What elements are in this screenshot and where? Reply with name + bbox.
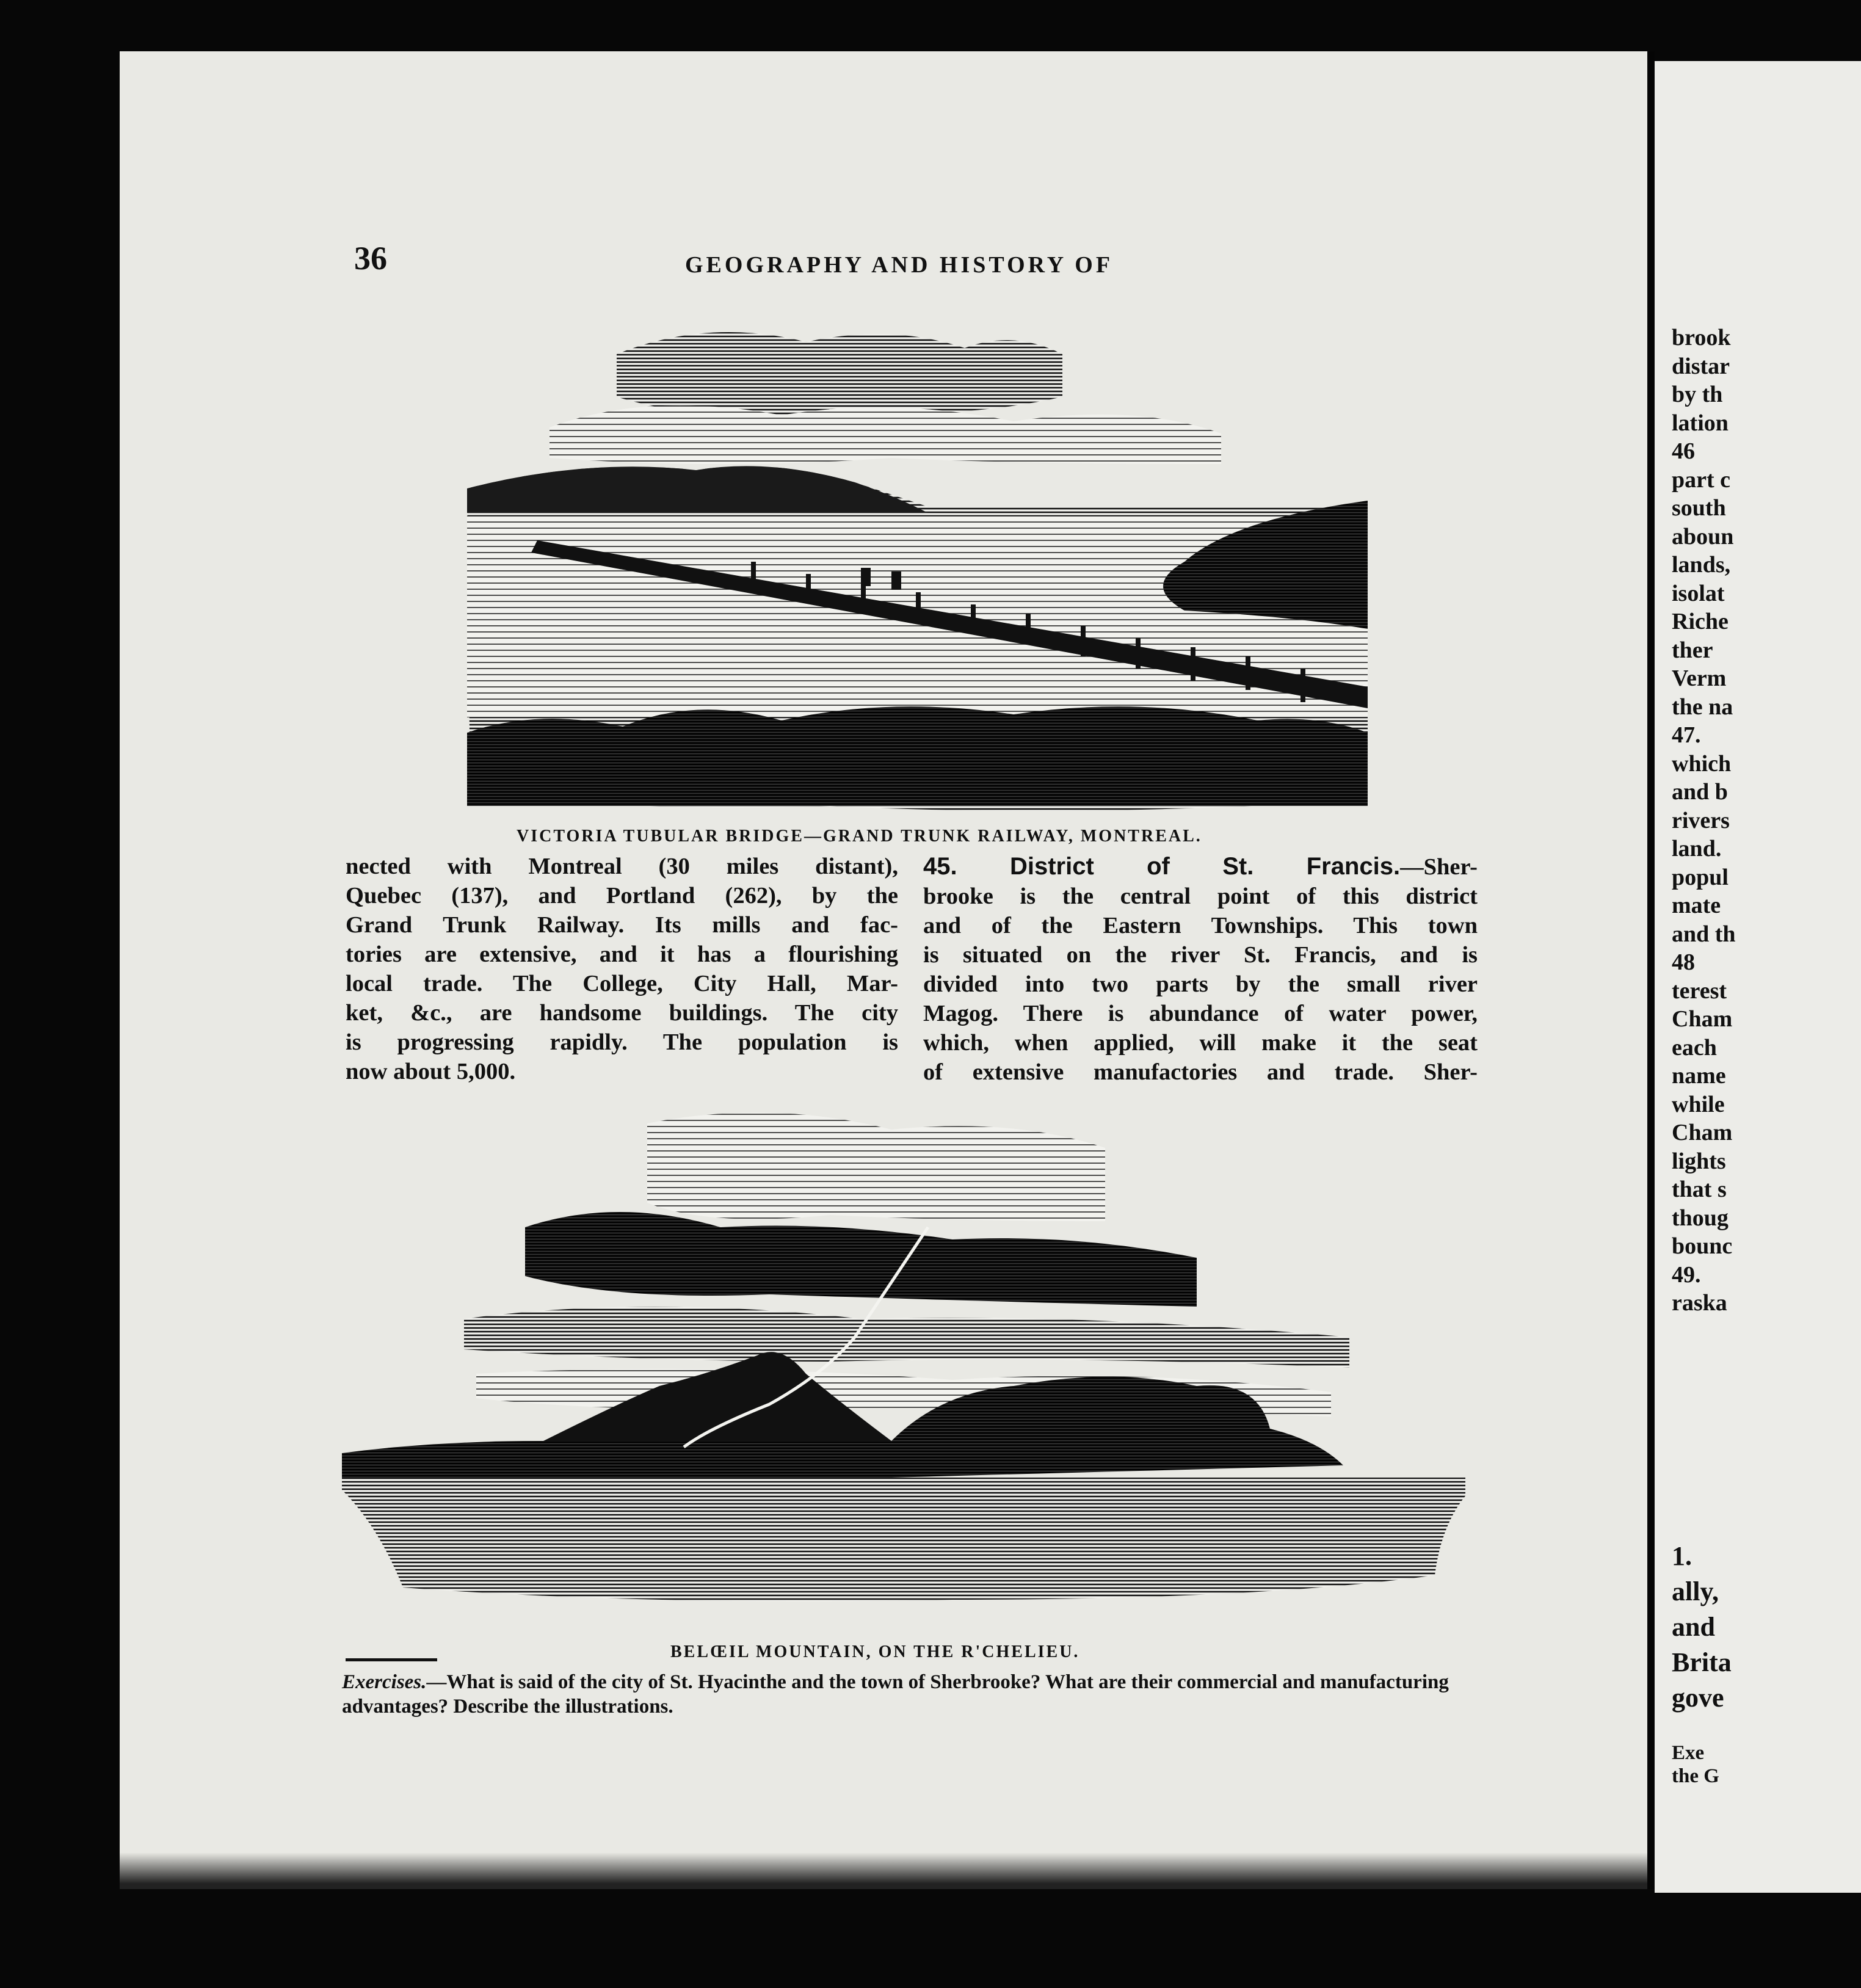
facing-text-line: and <box>1672 1612 1715 1642</box>
text-line: Quebec (137), and Portland (262), by the <box>346 883 898 909</box>
facing-text-line: ally, <box>1672 1576 1719 1606</box>
facing-text-line: 1. <box>1672 1541 1692 1571</box>
facing-text-line: mate <box>1672 893 1721 918</box>
facing-text-line: terest <box>1672 978 1727 1004</box>
text-line: tories are extensive, and it has a flourishing <box>346 941 898 967</box>
text-line: and of the Eastern Townships. This town <box>923 913 1478 938</box>
text-line: divided into two parts by the small river <box>923 971 1478 997</box>
facing-text-line: and b <box>1672 779 1728 805</box>
facing-text-line: Brita <box>1672 1647 1732 1677</box>
facing-text-line: and th <box>1672 921 1736 947</box>
facing-text-line: part c <box>1672 466 1731 493</box>
facing-text-line: Riche <box>1672 609 1729 634</box>
facing-text-line: by th <box>1672 382 1723 407</box>
exercises-note <box>342 1670 1480 1719</box>
facing-text-line: ther <box>1672 637 1713 663</box>
facing-text-line: which <box>1672 750 1732 777</box>
facing-text-line: isolat <box>1672 580 1725 606</box>
section-heading-line: 45. District of St. Francis.—Sher- <box>923 853 1478 880</box>
bridge-illustration <box>464 305 1380 818</box>
right-column-text <box>923 852 1478 1087</box>
facing-text-line: thoug <box>1672 1205 1729 1231</box>
facing-text-line: lights <box>1672 1148 1726 1174</box>
facing-text-line: the na <box>1672 694 1733 720</box>
footnote-rule <box>346 1658 437 1661</box>
text-line: ket, &c., are handsome buildings. The city <box>346 1000 898 1026</box>
facing-text-line: each <box>1672 1034 1717 1061</box>
text-line: brooke is the central point of this district <box>923 883 1478 909</box>
facing-text-line: lands, <box>1672 552 1731 578</box>
bridge-caption: VICTORIA TUBULAR BRIDGE—GRAND TRUNK RAILWAY, MONTREAL. <box>517 827 1202 846</box>
exercises-label: Exercises. <box>342 1671 427 1693</box>
text-line: is progressing rapidly. The population is <box>346 1029 898 1055</box>
facing-text-line: aboun <box>1672 523 1734 550</box>
facing-text-line: Verm <box>1672 666 1727 691</box>
facing-text-line: 47. <box>1672 722 1701 748</box>
exercises-text: —What is said of the city of St. Hyacinthe and the town of Sherbrooke? What are their commercial and manufacturing advantages? Describe the illustrations. <box>342 1671 1449 1718</box>
facing-text-line: land. <box>1672 836 1722 862</box>
facing-text-line: bounc <box>1672 1233 1733 1259</box>
facing-text-line: 48 <box>1672 949 1695 975</box>
facing-text-line: name <box>1672 1063 1726 1089</box>
section-heading: 45. District of St. Francis. <box>923 853 1401 880</box>
facing-text-line: Cham <box>1672 1120 1733 1145</box>
facing-text-line: rivers <box>1672 807 1730 833</box>
text-line: local trade. The College, City Hall, Mar- <box>346 971 898 996</box>
book-page-right <box>1655 61 1861 1893</box>
facing-text-line: 46 <box>1672 438 1695 464</box>
facing-page-text <box>1672 324 1736 1318</box>
book-gutter <box>1647 51 1655 1889</box>
facing-text-line: while <box>1672 1091 1725 1117</box>
facing-text-line: distar <box>1672 353 1730 379</box>
running-head: GEOGRAPHY AND HISTORY OF <box>685 252 1114 278</box>
facing-text-line: that s <box>1672 1177 1727 1202</box>
beloeil-caption: BELŒIL MOUNTAIN, ON THE R'CHELIEU. <box>670 1642 1080 1661</box>
beloeil-mountain-illustration <box>342 1099 1465 1636</box>
facing-text-line: Cham <box>1672 1006 1733 1032</box>
text-line: nected with Montreal (30 miles distant), <box>346 854 898 879</box>
text-line: Grand Trunk Railway. Its mills and fac- <box>346 912 898 938</box>
facing-text-line: 49. <box>1672 1261 1701 1288</box>
page-number: 36 <box>354 240 387 277</box>
facing-text-line: the G <box>1672 1765 1719 1787</box>
facing-text-line: raska <box>1672 1290 1727 1316</box>
facing-text-line: brook <box>1672 325 1731 350</box>
facing-text-line: Exe <box>1672 1742 1705 1764</box>
text-line: now about 5,000. <box>346 1059 516 1084</box>
facing-text-line: lation <box>1672 410 1729 436</box>
text-line: of extensive manufactories and trade. Sher- <box>923 1059 1478 1085</box>
left-column-text <box>346 852 898 1086</box>
text-line: is situated on the river St. Francis, and is <box>923 942 1478 968</box>
facing-text-line: gove <box>1672 1683 1724 1713</box>
text-line: Magog. There is abundance of water power, <box>923 1001 1478 1026</box>
facing-page-exercises <box>1672 1741 1719 1788</box>
text-line: which, when applied, will make it the seat <box>923 1030 1478 1056</box>
facing-page-lower-text <box>1672 1539 1732 1716</box>
facing-text-line: south <box>1672 495 1726 521</box>
facing-text-line: popul <box>1672 864 1729 890</box>
